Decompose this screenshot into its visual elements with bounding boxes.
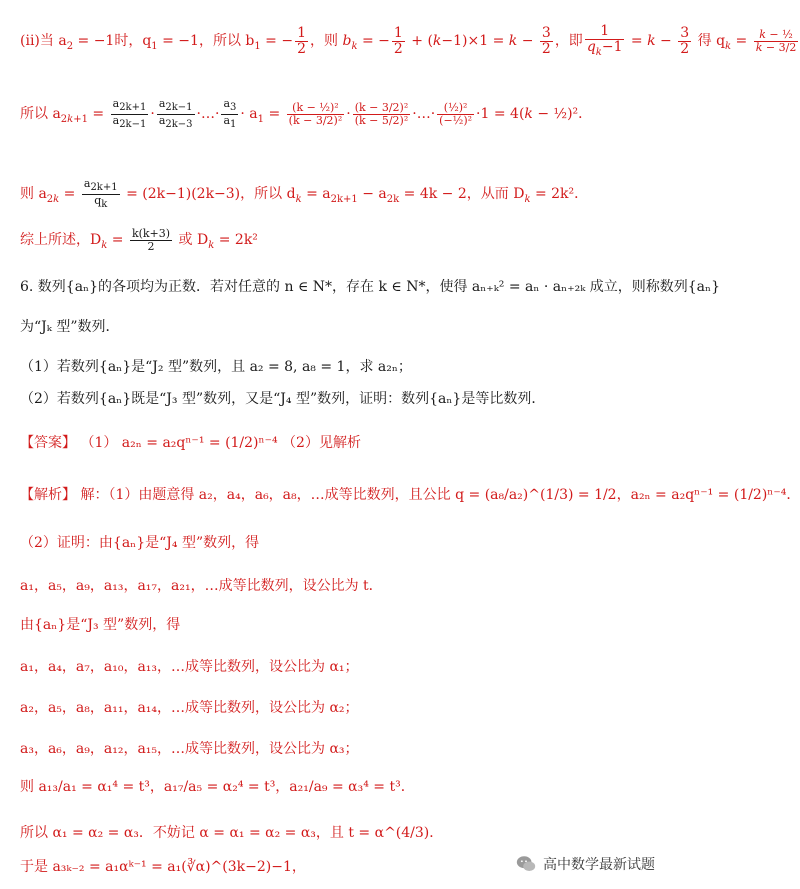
solution-step-6: a₂，a₅，a₈，a₁₁，a₁₄，…成等比数列，设公比为 α₂； <box>20 700 359 716</box>
solution-step-3: a₁，a₅，a₉，a₁₃，a₁₇，a₂₁，…成等比数列，设公比为 t． <box>20 578 383 594</box>
watermark-text: 高中数学最新试题 <box>543 857 655 873</box>
solution-step-4: 由{aₙ}是“J₃ 型”数列，得 <box>20 617 181 633</box>
question-2: （2）若数列{aₙ}既是“J₃ 型”数列，又是“J₄ 型”数列，证明：数列{aₙ}是等比数列． <box>20 391 546 407</box>
line-case-ii: (ii)当 $a_2 = -1$时，$q_1 = -1$，所以 $b_1$ = − $\frac{1}{2}$ ，则 $b_k$ = − $\frac{1}{2}$ + (k−1)×1 = k − $\frac{3}{2}$ ，即 $\frac{1}{q_k-1}$ = k − $\frac{3}{2}$ 得 $q_k$ = $\frac{\text{k − ½}}{k - 3/2}$ <box>20 23 797 58</box>
question-1: （1）若数列{aₙ}是“J₂ 型”数列，且 a₂ = 8, a₈ = 1，求 a₂ₙ； <box>20 359 412 375</box>
problem-6-statement: 6. 数列{aₙ}的各项均为正数．若对任意的 n ∈ N*，存在 k ∈ N*，使得 aₙ₊ₖ² = aₙ · aₙ₊₂ₖ 成立，则称数列{aₙ} <box>20 279 720 295</box>
line-a2k: 则 $a_{2k}$ = $\frac{a_{2k+1}}{q_k}$ = (2k−1)(2k−3)，所以 $d_k = a_{2k+1} - a_{2k} = 4k - 2$，从而 $D_k = 2k^2$． <box>20 177 589 210</box>
solution-body: 解：（1）由题意得 a₂，a₄，a₆，a₈，…成等比数列，且公比 q = (a₈/a₂)^(1/3) = 1/2，a₂ₙ = a₂qⁿ⁻¹ = (1/2)ⁿ⁻⁴． <box>80 487 800 503</box>
solution-step-2: （2）证明：由{aₙ}是“J₄ 型”数列，得 <box>20 535 260 551</box>
solution-step-10: 于是 a₃ₖ₋₂ = a₁αᵏ⁻¹ = a₁(∛α)^(3k−2)−1， <box>20 859 306 875</box>
solution-step-5: a₁，a₄，a₇，a₁₀，a₁₃，…成等比数列，设公比为 α₁； <box>20 659 359 675</box>
answer-body: （1） a₂ₙ = a₂qⁿ⁻¹ = (1/2)ⁿ⁻⁴ （2）见解析 <box>80 435 361 451</box>
solution-step-7: a₃，a₆，a₉，a₁₂，a₁₅，…成等比数列，设公比为 α₃； <box>20 741 359 757</box>
watermark <box>515 853 655 875</box>
problem-6-statement-cont: 为“Jₖ 型”数列． <box>20 319 120 335</box>
answer-line <box>20 432 361 452</box>
solution-step-9: 所以 α₁ = α₂ = α₃．不妨记 α = α₁ = α₂ = α₃，且 t = α^(4/3)． <box>20 825 444 841</box>
answer-tag: 【答案】 <box>20 435 76 451</box>
wechat-icon <box>515 853 537 875</box>
solution-line <box>20 484 800 504</box>
solution-step-8: 则 a₁₃/a₁ = α₁⁴ = t³，a₁₇/a₅ = α₂⁴ = t³，a₂₁/a₉ = α₃⁴ = t³． <box>20 779 415 795</box>
line-product: 所以 $a_{2k+1}$ = $\frac{a_{2k+1}}{a_{2k-1}}$ · $\frac{a_{2k-1}}{a_{2k-3}}$ ·…· $\frac{a_3}{a_1}$ · $a_1$ = $\frac{\text{(k − ½)²}}{\text{(k − 3/2)²}}$ · $\frac{\text{(k − 3/2)²}}{\text{(k − 5/2)²}}$ ·…· $\frac{\text{(½)²}}{\text{(−½)²}}$ ·1 = 4(k − ½)²． <box>20 97 593 130</box>
solution-tag: 【解析】 <box>20 487 76 503</box>
line-conclusion: 综上所述，$D_k$ = $\frac{k(k+3)}{2}$ 或 $D_k = 2k^2$ <box>20 227 258 253</box>
